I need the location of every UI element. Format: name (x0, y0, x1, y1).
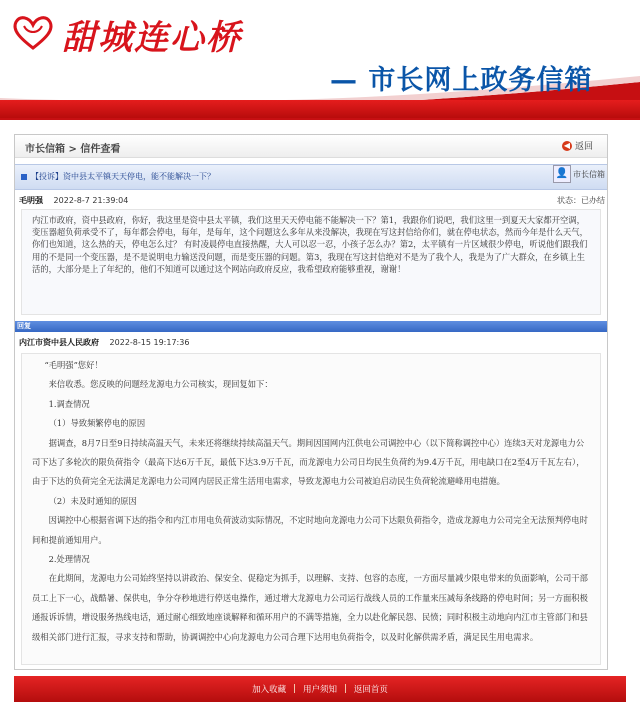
header-red-band (0, 100, 640, 118)
heart-knot-logo-icon (10, 12, 56, 52)
back-button[interactable] (562, 139, 593, 152)
footer-separator: | (293, 684, 296, 694)
reply-paragraph: 2.处理情况 (48, 554, 90, 565)
reply-paragraph: 1.调查情况 (48, 398, 90, 409)
reply-paragraph: “毛明强”您好！ (44, 360, 103, 370)
breadcrumb-bar (15, 135, 607, 158)
site-brand-title: 甜城连心桥 (62, 18, 242, 58)
back-arrow-icon: ◀ (563, 140, 571, 150)
reply-paragraph: 来信收悉。您反映的问题经龙源电力公司核实，现回复如下： (48, 379, 273, 390)
sender-name: 毛明强 (19, 196, 43, 205)
title-bullet-icon (21, 174, 27, 180)
mailbox-user (553, 165, 605, 183)
replier-name: 内江市资中县人民政府 (19, 338, 99, 347)
reply-paragraph: 据调查，8月7日至9日持续高温天气，未来还将继续持续高温天气。期间因国网内江供电公司调控中心（以下简称调控中心）连续3天对龙源电力公司下达了多轮次的限负荷指令（最高下达6万千瓦，最低下达3.9万千瓦，而龙源电力公司日均民生负荷约为9.4万千瓦，用电缺口在2至4万千瓦左右），由于下达的负荷完全无法满足龙源电力公司网内居民正常生活用电需求，导致龙源电力公司被迫启动民生负荷轮流避峰用电措施。 (32, 437, 585, 487)
site-footer (14, 676, 626, 702)
sender-date: 2022-8-7 21:39:04 (53, 196, 129, 205)
letter-panel (14, 134, 608, 670)
status-label: 状态： (557, 196, 581, 205)
status-value: 已办结 (581, 196, 605, 205)
letter-sender-line (19, 195, 128, 206)
reply-sender-line (19, 337, 189, 348)
reply-paragraph: （2）未及时通知的原因 (48, 495, 137, 506)
home-link[interactable]: 返回首页 (353, 685, 388, 695)
letter-status (557, 195, 605, 206)
back-label: 返回 (574, 142, 593, 152)
mailbox-user-label: 市长信箱 (573, 169, 605, 179)
letter-title: 【投诉】资中县太平镇天天停电，能不能解决一下？ (31, 172, 215, 181)
reply-paragraph: （1）导致频繁停电的原因 (48, 418, 146, 429)
reply-body (21, 353, 601, 665)
site-header (0, 0, 640, 120)
reply-paragraph: 因调控中心根据省调下达的指令和内江市用电负荷波动实际情况，不定时地向龙源电力公司下达限负荷指令，造成龙源电力公司完全无法预判停电时间和提前通知用户。 (32, 515, 588, 545)
reply-header-bar (15, 321, 607, 332)
letter-body: 内江市政府，资中县政府，你好，我这里是资中县太平镇，我们这里天天停电能不能解决一下？第1，我跟你们说吧，我们这里一到夏天大家都开空调，变压器超负荷承受不了，每年都会停电，每年，是每年，这个问题这么多年从来没解决，我现在写这封信给你们，就在停电状态，然而今年是什么天气，你们也知道，这么热的天，停电怎么过？ 有时凌晨停电直接热醒，大人可以忍一忍，小孩子怎么办？第2，太平镇有一片区域很少停电，听说他们跟我们用的不是同一个变压器，是不是说明电力输送没问题，而是变压器的问题。第3，我现在写这封信绝对不是为了我个人，我是为了广大群众，在乡镇上生活的，大部分是上了年纪的，他们不知道可以通过这个网站向政府反应，我希望政府能够重视，谢谢！ (21, 209, 601, 315)
reply-paragraph: 在此期间，龙源电力公司始终坚持以讲政治、保安全、促稳定为抓手，以理解、支持、包容的态度，一方面尽量减少限电带来的负面影响，公司干部员工上下一心，战酷暑、保供电，争分夺秒地进行停送电操作，通过增大龙源电力公司运行战线人员的工作量来压减每条线路的停电时间；另一方面积极通报诉诉情，增设服务热线电话，通过耐心细致地座谈解释和循环用户的不满等措施，全力以赴化解民怨、民愤；同时积极主动地向内江市主管部门和县级相关部门进行汇报，寻求支持和帮助，协调调控中心向龙源电力公司合理下达用电负荷指令，以及时化解供需矛盾，满足民生用电需求。 (32, 573, 588, 642)
footer-separator: | (344, 684, 347, 694)
user-notice-link[interactable]: 用户须知 (302, 685, 337, 695)
add-favorite-link[interactable]: 加入收藏 (252, 685, 287, 695)
user-avatar-icon: 👤 (553, 165, 571, 183)
reply-label: 回复 (17, 322, 31, 330)
reply-date: 2022-8-15 19:17:36 (109, 338, 190, 347)
letter-title-bar (15, 164, 607, 190)
breadcrumb: 市长信箱 > 信件查看 (25, 144, 121, 155)
site-slogan: — 市长网上政务信箱 (330, 65, 593, 96)
